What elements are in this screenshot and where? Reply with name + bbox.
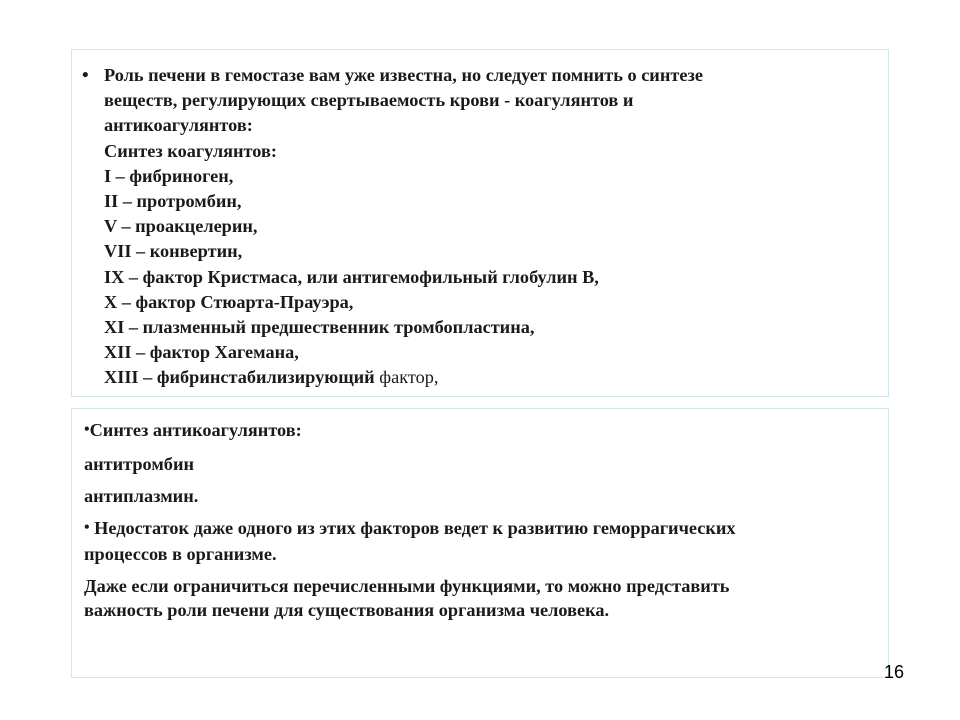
- text-line: VII – конвертин,: [104, 241, 243, 262]
- text-line: Даже если ограничиться перечисленными функциями, то можно представить: [84, 576, 730, 596]
- bullet-marker: •: [84, 421, 90, 438]
- page-number: 16: [884, 662, 905, 682]
- text-line: антитромбин: [84, 454, 195, 474]
- text-line: важность роли печени для существования организма человека.: [84, 600, 610, 620]
- bullet-marker: •: [84, 519, 90, 536]
- paragraph-text: [104, 63, 703, 391]
- content-box-anticoagulants: [71, 408, 889, 678]
- text-line: X – фактор Стюарта-Прауэра,: [104, 291, 354, 312]
- text-line: XII – фактор Хагемана,: [104, 342, 299, 363]
- para2-line1: Недостаток даже одного из этих факторов ведет к развитию геморрагических: [89, 518, 736, 538]
- text-line: [84, 516, 868, 542]
- text-line-last: [104, 365, 703, 390]
- text-line: Синтез коагулянтов:: [104, 140, 277, 161]
- last-line-normal: фактор,: [374, 367, 439, 388]
- bullet-marker: •: [82, 65, 89, 86]
- bullet-paragraph: [82, 63, 868, 391]
- text-line: V – проакцелерин,: [104, 216, 258, 237]
- text-line: I – фибриноген,: [104, 165, 234, 186]
- text-line: процессов в организме.: [84, 544, 277, 564]
- anticoagulants-heading: Синтез антикоагулянтов:: [89, 420, 302, 440]
- text-line: веществ, регулирующих свертываемость крови - коагулянтов и: [104, 90, 634, 111]
- text-line: антиплазмин.: [84, 486, 199, 506]
- text-line: Роль печени в гемостазе вам уже известна, но следует помнить о синтезе: [104, 65, 703, 85]
- last-line-bold: XIII – фибринстабилизирующий: [104, 367, 375, 388]
- text-line: IX – фактор Кристмаса, или антигемофильный глобулин В,: [104, 266, 599, 287]
- text-line: II – протромбин,: [104, 191, 242, 212]
- text-line: XI – плазменный предшественник тромбопластина,: [104, 317, 535, 338]
- content-box-coagulants: [71, 49, 889, 397]
- box2-text: [84, 418, 868, 622]
- text-line: антикоагулянтов:: [104, 115, 253, 136]
- text-line: [84, 418, 868, 444]
